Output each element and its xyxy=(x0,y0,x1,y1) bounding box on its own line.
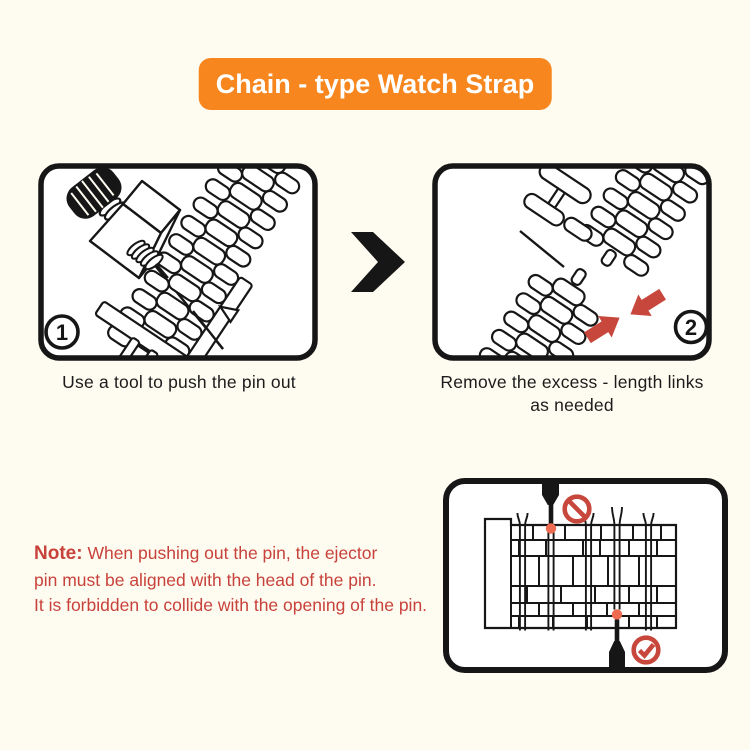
step1-panel xyxy=(38,163,318,361)
note-text xyxy=(34,541,458,618)
step2-illustration xyxy=(432,163,712,361)
svg-text:2: 2 xyxy=(684,315,698,340)
note-line: Note: When pushing out the pin, the ejector xyxy=(34,543,378,564)
step2-caption-line1: Remove the excess - length links xyxy=(440,372,704,392)
note-line: It is forbidden to collide with the opening of the pin. xyxy=(34,594,428,615)
pin-contact-dot xyxy=(612,609,622,619)
step1-illustration xyxy=(38,163,318,361)
step2-caption-line2: as needed xyxy=(530,395,614,415)
step1-caption: Use a tool to push the pin out xyxy=(62,372,296,392)
pin-contact-dot xyxy=(546,523,556,533)
note-label: Note: xyxy=(34,543,83,564)
bracelet-cross-section xyxy=(485,507,676,631)
svg-text:1: 1 xyxy=(55,320,69,345)
page-title: Chain - type Watch Strap xyxy=(215,69,535,99)
step1-number-badge xyxy=(46,316,78,348)
title-banner xyxy=(199,58,552,110)
step2-panel xyxy=(432,163,712,361)
chevron-right-icon xyxy=(349,229,406,295)
pin-alignment-detail-panel xyxy=(443,478,728,673)
pin-alignment-illustration xyxy=(443,478,728,673)
step2-caption xyxy=(412,371,732,417)
step2-number-badge xyxy=(676,312,707,343)
note-line: pin must be aligned with the head of the pin. xyxy=(34,569,377,590)
